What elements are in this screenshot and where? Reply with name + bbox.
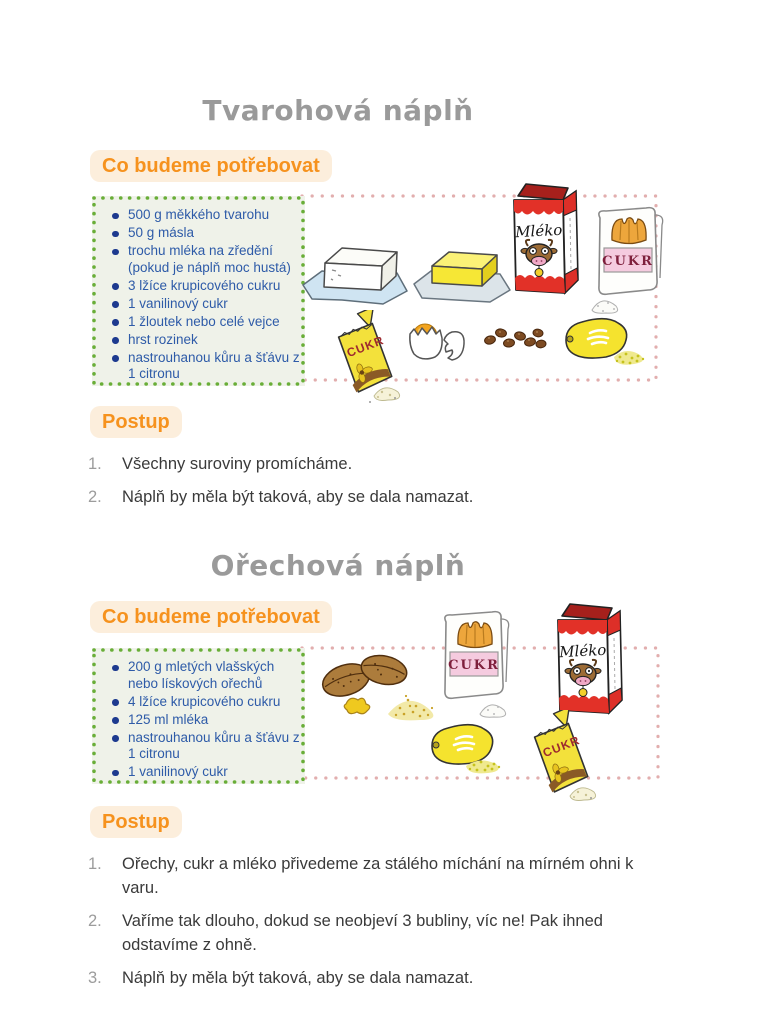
needs-heading-2: Co budeme potřebovat bbox=[90, 601, 332, 633]
lemon-zest-pile bbox=[614, 351, 644, 365]
ingredient-item: trochu mléka na zředění (pokud je náplň moc hustá) bbox=[106, 243, 301, 276]
butter-illustration bbox=[412, 243, 512, 307]
lemon-with-zest-icon bbox=[426, 718, 514, 776]
step-number: 3. bbox=[88, 969, 102, 987]
ingredient-item: 500 g měkkého tvarohu bbox=[106, 207, 301, 224]
sugar-bag-illustration-1 bbox=[590, 206, 670, 318]
butter-on-cloth-icon bbox=[412, 243, 512, 307]
milk-label-text: Mléko bbox=[514, 220, 563, 242]
ingredient-item: 1 vanilinový cukr bbox=[106, 296, 301, 313]
tvaroh-on-cloth-icon bbox=[300, 238, 410, 310]
step-number: 1. bbox=[88, 455, 102, 473]
step-text: Vaříme tak dlouho, dokud se neobjeví 3 bubliny, víc ne! Pak ihned odstavíme z ohně. bbox=[122, 912, 603, 954]
cracked-egg-illustration bbox=[402, 318, 468, 366]
ingredient-item: 200 g mletých vlašských nebo lískových ořechů bbox=[106, 659, 301, 692]
step-item bbox=[88, 485, 672, 509]
vanilla-sugar-illustration-1 bbox=[330, 310, 404, 404]
ground-nuts-pile bbox=[388, 695, 433, 721]
sugar-bag-icon bbox=[590, 206, 670, 318]
needs-heading-1: Co budeme potřebovat bbox=[90, 150, 332, 182]
ingredient-item: hrst rozinek bbox=[106, 332, 301, 349]
sugar-spill bbox=[480, 705, 506, 717]
ingredient-item: 1 vanilinový cukr bbox=[106, 764, 301, 781]
ingredient-list-2 bbox=[92, 648, 305, 781]
sugar-bag-illustration-2 bbox=[436, 610, 516, 722]
ingredients-box-1 bbox=[92, 196, 305, 386]
milk-carton-icon bbox=[550, 600, 632, 720]
steps-heading-2: Postup bbox=[90, 806, 182, 838]
sugar-spill bbox=[570, 788, 596, 801]
sugar-bag-icon bbox=[436, 610, 516, 722]
step-text: Všechny suroviny promícháme. bbox=[122, 455, 353, 473]
walnuts-illustration bbox=[316, 648, 446, 726]
ingredient-item: nastrouhanou kůru a šťávu z 1 citronu bbox=[106, 730, 301, 763]
step-item bbox=[88, 966, 672, 990]
ingredients-box-2 bbox=[92, 648, 305, 784]
step-item bbox=[88, 909, 672, 957]
ingredient-item: 50 g másla bbox=[106, 225, 301, 242]
walnuts-and-ground-nuts-icon bbox=[316, 648, 446, 726]
ingredient-item: 3 lžíce krupicového cukru bbox=[106, 278, 301, 295]
vanilla-sugar-illustration-2 bbox=[526, 710, 600, 804]
step-item bbox=[88, 852, 672, 900]
recipe-title-orechova: Ořechová náplň bbox=[210, 549, 466, 582]
vanilla-sugar-packet-icon bbox=[330, 310, 404, 404]
ingredient-list-1 bbox=[92, 196, 305, 383]
step-number: 2. bbox=[88, 912, 102, 930]
step-item bbox=[88, 452, 672, 476]
lemon-illustration-1 bbox=[560, 312, 648, 370]
cracked-egg-icon bbox=[402, 318, 468, 366]
tvaroh-block-illustration bbox=[300, 238, 410, 310]
raisins-icon bbox=[482, 324, 548, 354]
vanilla-sugar-packet-icon bbox=[526, 710, 600, 804]
milk-carton-icon bbox=[506, 180, 588, 300]
ingredient-item: 4 lžíce krupicového cukru bbox=[106, 694, 301, 711]
vanilla-sugar-label-text: CUKR bbox=[540, 733, 582, 761]
ingredient-item: 1 žloutek nebo celé vejce bbox=[106, 314, 301, 331]
milk-carton-illustration-1 bbox=[506, 180, 588, 300]
milk-carton-illustration-2 bbox=[550, 600, 632, 720]
raisins-illustration bbox=[482, 324, 548, 354]
sugar-spill bbox=[369, 388, 400, 403]
steps-heading-1: Postup bbox=[90, 406, 182, 438]
sugar-label-text: CUKR bbox=[448, 658, 500, 673]
lemon-illustration-2 bbox=[426, 718, 514, 776]
step-text: Náplň by měla být taková, aby se dala namazat. bbox=[122, 969, 474, 987]
lemon-with-zest-icon bbox=[560, 312, 648, 370]
ingredient-item: nastrouhanou kůru a šťávu z 1 citronu bbox=[106, 350, 301, 383]
ingredient-item: 125 ml mléka bbox=[106, 712, 301, 729]
step-text: Náplň by měla být taková, aby se dala namazat. bbox=[122, 488, 474, 506]
sugar-label-text: CUKR bbox=[602, 254, 654, 269]
recipe-title-tvarohova: Tvarohová náplň bbox=[202, 94, 474, 127]
vanilla-sugar-label-text: CUKR bbox=[344, 333, 386, 361]
step-number: 1. bbox=[88, 855, 102, 873]
steps-list-1 bbox=[88, 452, 672, 518]
step-number: 2. bbox=[88, 488, 102, 506]
step-text: Ořechy, cukr a mléko přivedeme za stálého míchání na mírném ohni k varu. bbox=[122, 855, 634, 897]
milk-label-text: Mléko bbox=[558, 640, 607, 662]
steps-list-2 bbox=[88, 852, 672, 999]
